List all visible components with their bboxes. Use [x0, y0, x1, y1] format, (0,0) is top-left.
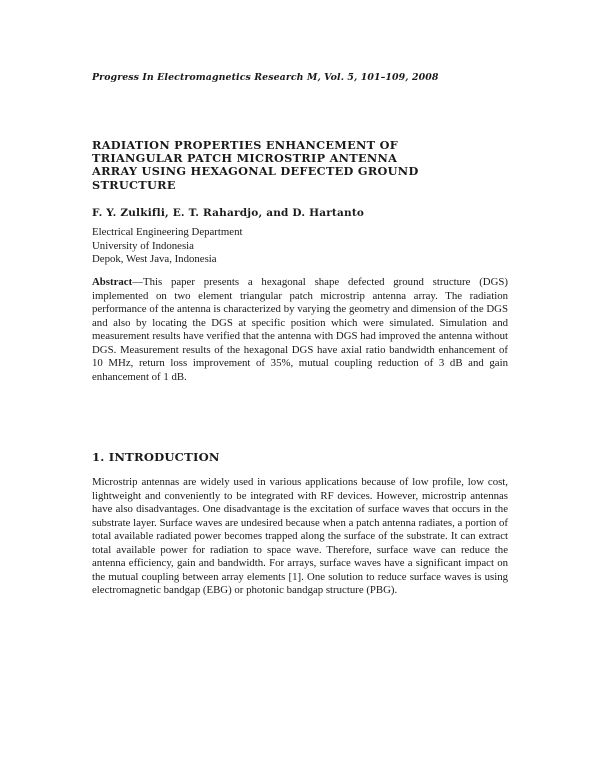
abstract — [92, 276, 508, 384]
introduction-paragraph: Microstrip antennas are widely used in various applications because of low profile, low cost, lightweight and conveniently to be integrated with RF devices. However, microstrip antennas have also disadvantages. One disadvantage is the excitation of surface waves that occurs in the substrate layer. Surface waves are undesired because when a patch antenna radiates, a portion of total available radiated power becomes trapped along the surface of the substrate. It can extract total available power for radiation to space wave. Therefore, surface wave can reduce the antenna efficiency, gain and bandwidth. For arrays, surface waves have a significant impact on the mutual coupling between array elements [1]. One solution to reduce surface waves is using electromagnetic bandgap (EBG) or photonic bandgap structure (PBG). — [92, 476, 508, 596]
journal-citation: Progress In Electromagnetics Research M, Vol. 5, 101–109, 2008 — [92, 72, 439, 83]
affiliation — [92, 226, 412, 267]
abstract-text: —This paper presents a hexagonal shape defected ground structure (DGS) implemented on two element triangular patch microstrip antenna array. The radiation performance of the antenna is characterized by varying the geometry and dimension of the DGS and also by locating the DGS at specific position which were simulated. Simulation and measurement results have verified that the antenna with DGS had improved the antenna without DGS. Measurement results of the hexagonal DGS have axial ratio bandwidth enhancement of 10 MHz, return loss improvement of 35%, mutual coupling reduction of 3 dB and gain enhancement of 1 dB. — [92, 276, 508, 383]
section-heading-introduction: 1. INTRODUCTION — [92, 450, 220, 464]
affiliation-location: Depok, West Java, Indonesia — [92, 253, 217, 266]
affiliation-department: Electrical Engineering Department — [92, 226, 243, 238]
affiliation-university: University of Indonesia — [92, 239, 194, 252]
abstract-label: Abstract — [92, 276, 133, 288]
paper-title: RADIATION PROPERTIES ENHANCEMENT OF TRIANGULAR PATCH MICROSTRIP ANTENNA ARRAY USING HEXAGONAL DEFECTED GROUND STRUCTURE — [92, 138, 419, 192]
author-list: F. Y. Zulkifli, E. T. Rahardjo, and D. Hartanto — [92, 207, 365, 219]
